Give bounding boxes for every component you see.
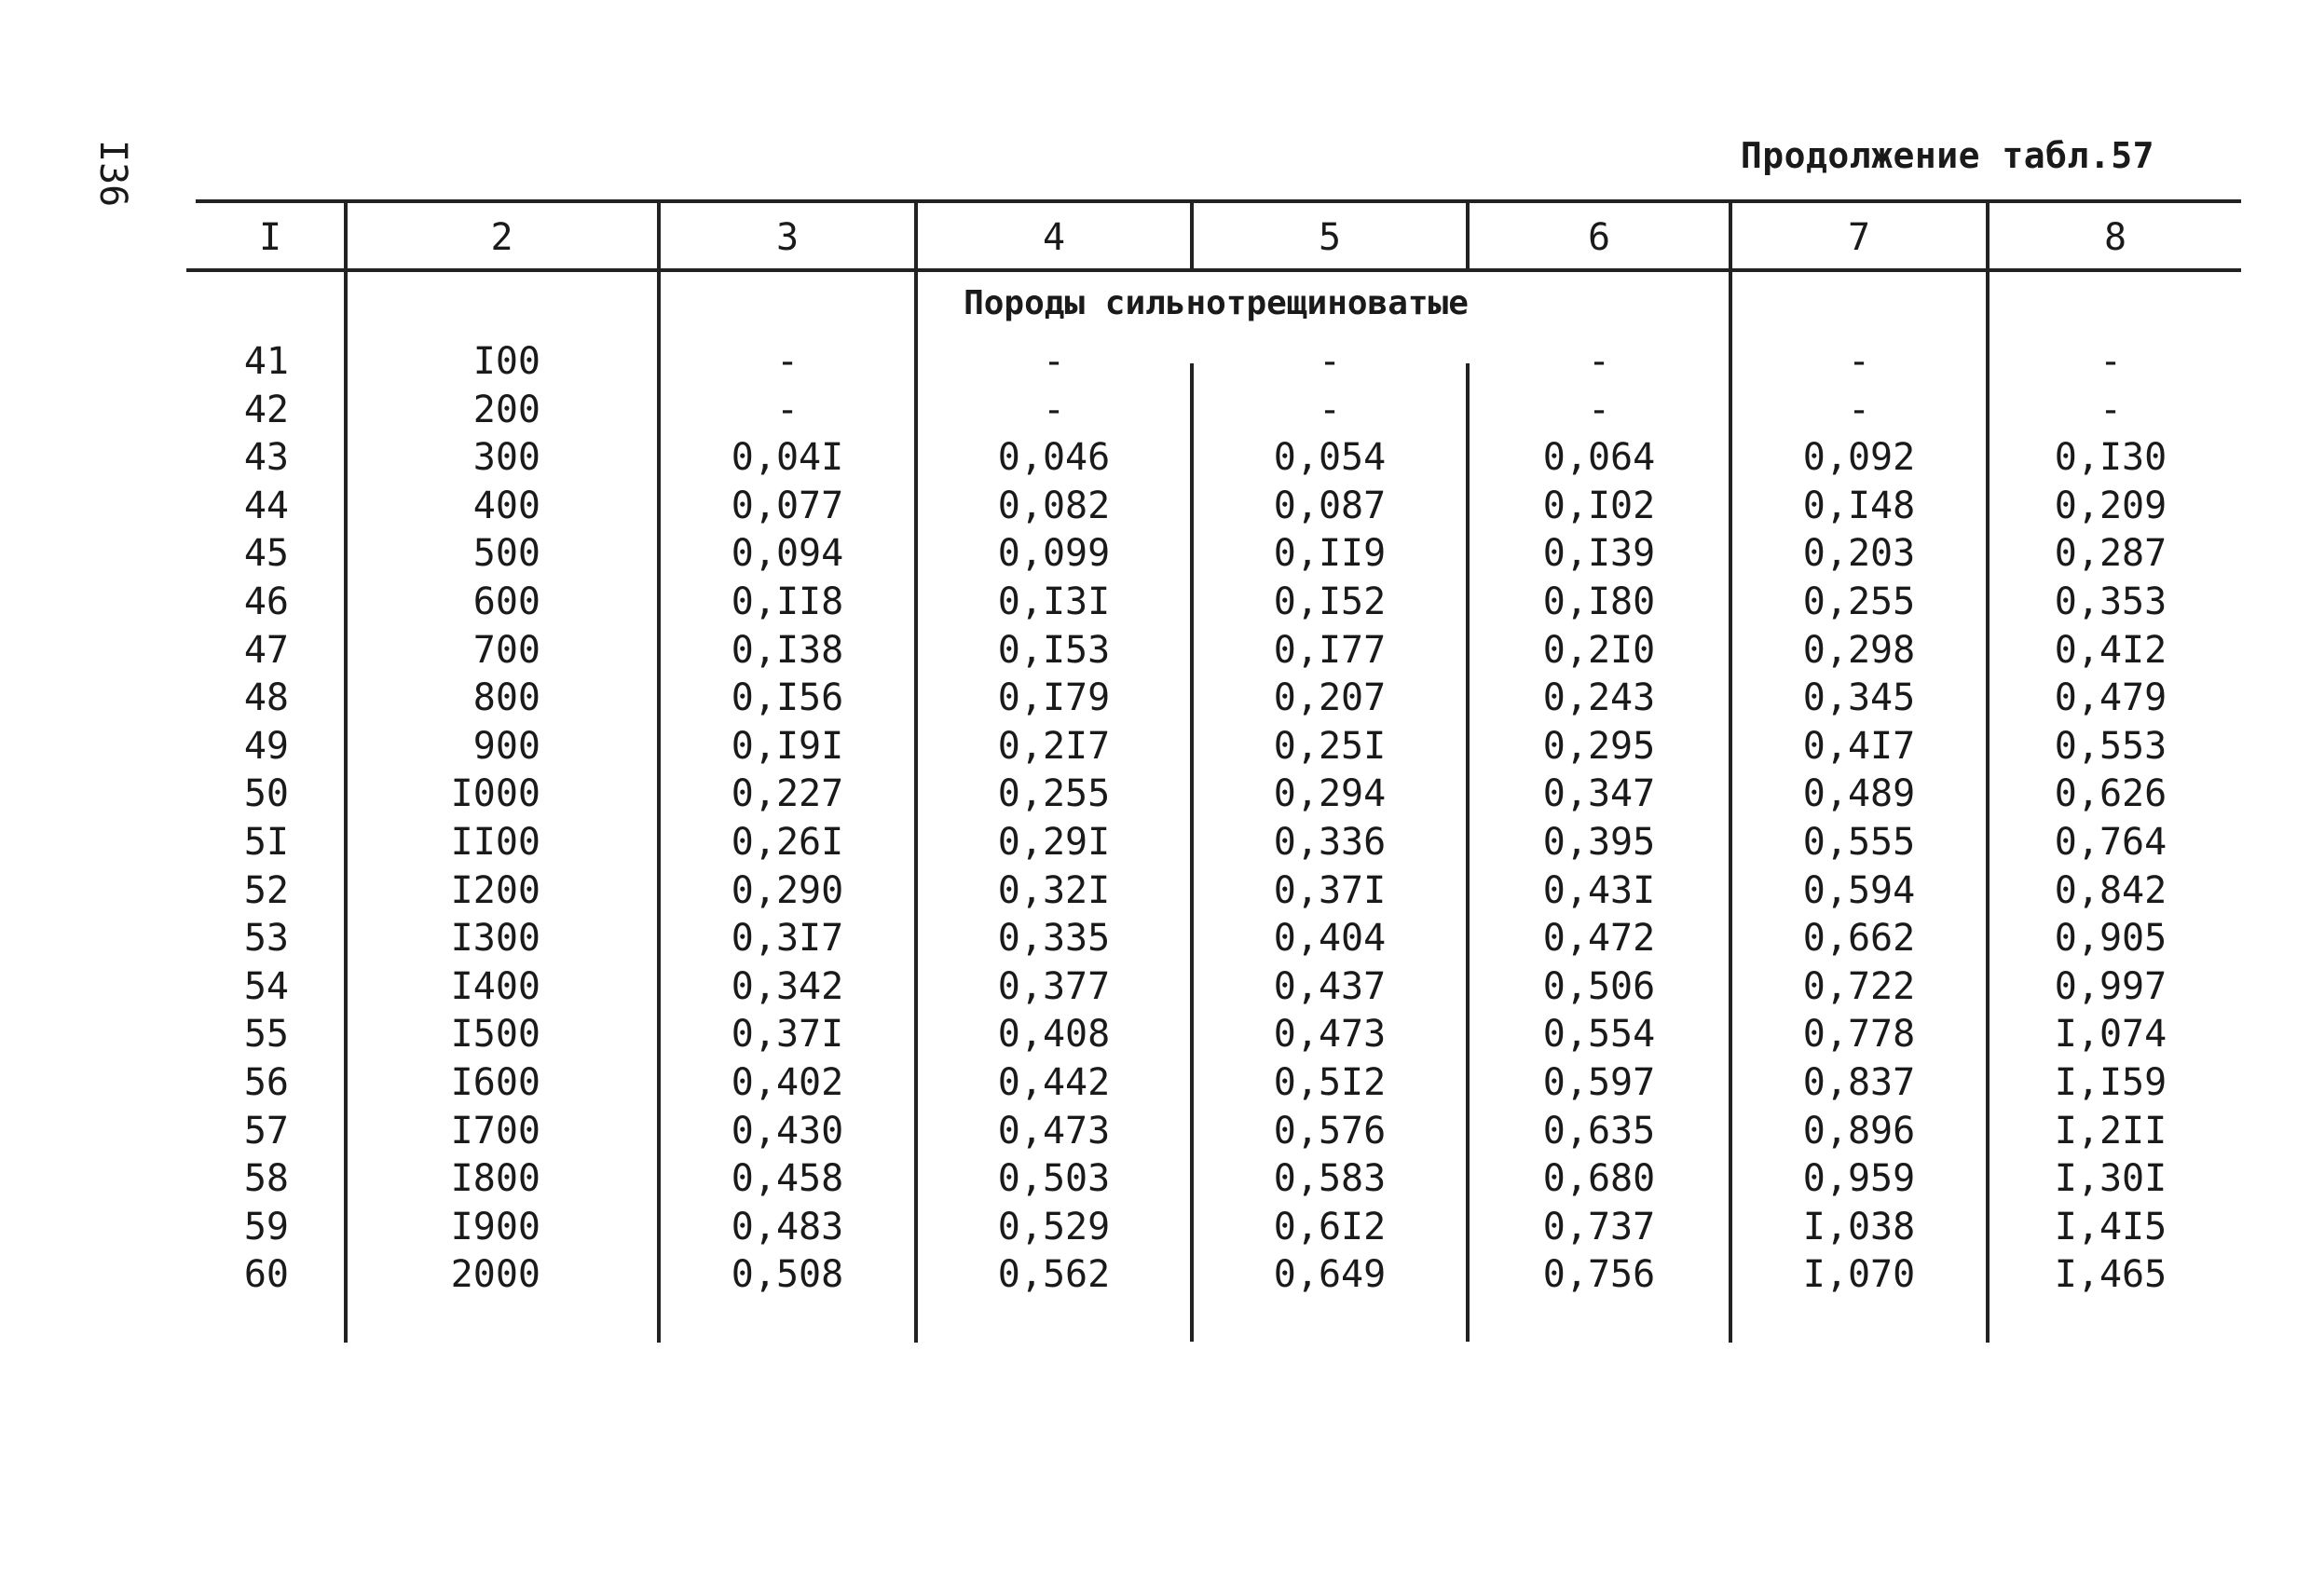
table-cell-col-5: 0,5I2 [1273,1061,1387,1104]
table-cell-col-7: 0,722 [1802,964,1916,1008]
table-cell-col-2: I700 [450,1109,540,1153]
table-cell-col-6: 0,2I0 [1542,628,1656,672]
table-row [0,1204,2311,1250]
table-cell-col-3: 0,I38 [731,628,844,672]
table-cell-col-4: 0,255 [997,772,1111,816]
table-cell-col-6: 0,I80 [1542,580,1656,623]
table-cell-col-6: 0,I39 [1542,532,1656,576]
table-cell-col-1: 58 [243,1157,289,1201]
table-cell-col-1: 48 [243,676,289,720]
table-cell-col-7: 0,778 [1802,1013,1916,1057]
table-cell-col-7: 0,555 [1802,821,1916,864]
column-header-1: I [258,216,282,259]
table-cell-col-2: I300 [450,917,540,961]
table-cell-col-4: 0,335 [997,917,1111,961]
column-header-4: 4 [1042,216,1066,259]
table-cell-col-5: 0,649 [1273,1253,1387,1297]
table-cell-col-3: - [775,388,800,431]
table-cell-col-8: I,4I5 [2054,1205,2167,1248]
table-cell-col-6: 0,I02 [1542,484,1656,527]
table-cell-col-6: 0,064 [1542,436,1656,480]
table-cell-col-5: - [1318,388,1342,431]
table-cell-col-8: I,465 [2054,1253,2167,1297]
section-title: Породы сильнотрещиноватые [964,284,1469,322]
table-top-rule [196,199,2241,203]
table-cell-col-3: 0,3I7 [731,917,844,961]
table-cell-col-7: 0,203 [1802,532,1916,576]
table-cell-col-4: 0,29I [997,821,1111,864]
table-cell-col-7: - [1847,340,1871,383]
table-cell-col-4: 0,099 [997,532,1111,576]
table-cell-col-3: 0,I9I [731,724,844,768]
table-cell-col-7: 0,298 [1802,628,1916,672]
table-cell-col-7: 0,896 [1802,1109,1916,1153]
table-cell-col-6: - [1587,388,1611,431]
table-cell-col-5: 0,II9 [1273,532,1387,576]
table-cell-col-2: 200 [472,388,540,431]
table-cell-col-3: 0,290 [731,868,844,912]
table-cell-col-1: 46 [243,580,289,623]
table-cell-col-7: 0,I48 [1802,484,1916,527]
table-cell-col-6: 0,295 [1542,724,1656,768]
table-cell-col-8: 0,209 [2054,484,2167,527]
table-cell-col-7: 0,345 [1802,676,1916,720]
table-row [0,1155,2311,1202]
table-cell-col-5: 0,I77 [1273,628,1387,672]
table-cell-col-8: - [2099,388,2123,431]
table-cell-col-6: 0,597 [1542,1061,1656,1104]
table-cell-col-3: - [775,340,800,383]
table-cell-col-4: 0,529 [997,1205,1111,1248]
table-row [0,530,2311,577]
table-cell-col-4: 0,377 [997,964,1111,1008]
table-cell-col-2: 700 [472,628,540,672]
table-cell-col-2: 300 [472,436,540,480]
column-header-7: 7 [1847,216,1871,259]
table-row [0,579,2311,625]
table-cell-col-6: 0,506 [1542,964,1656,1008]
table-caption: Продолжение табл.57 [1740,135,2154,176]
table-cell-col-5: 0,404 [1273,917,1387,961]
table-cell-col-3: 0,37I [731,1013,844,1057]
table-cell-col-2: I00 [472,340,540,383]
table-cell-col-7: - [1847,388,1871,431]
table-row [0,1251,2311,1298]
table-cell-col-7: 0,594 [1802,868,1916,912]
table-cell-col-1: 57 [243,1109,289,1153]
table-cell-col-2: I800 [450,1157,540,1201]
table-cell-col-4: 0,2I7 [997,724,1111,768]
table-cell-col-4: 0,I3I [997,580,1111,623]
table-cell-col-6: - [1587,340,1611,383]
table-cell-col-8: 0,905 [2054,917,2167,961]
table-cell-col-7: I,038 [1802,1205,1916,1248]
table-cell-col-8: 0,997 [2054,964,2167,1008]
table-cell-col-5: 0,294 [1273,772,1387,816]
table-cell-col-1: 60 [243,1253,289,1297]
table-cell-col-2: II00 [450,821,540,864]
table-cell-col-3: 0,I56 [731,676,844,720]
table-cell-col-2: 400 [472,484,540,527]
table-cell-col-1: 56 [243,1061,289,1104]
table-cell-col-4: 0,I53 [997,628,1111,672]
table-cell-col-7: 0,255 [1802,580,1916,623]
table-cell-col-3: 0,077 [731,484,844,527]
table-cell-col-7: 0,489 [1802,772,1916,816]
table-cell-col-2: I000 [450,772,540,816]
table-cell-col-5: 0,576 [1273,1109,1387,1153]
table-cell-col-5: 0,6I2 [1273,1205,1387,1248]
table-cell-col-2: I500 [450,1013,540,1057]
table-cell-col-1: 59 [243,1205,289,1248]
table-cell-col-5: 0,I52 [1273,580,1387,623]
table-cell-col-2: I200 [450,868,540,912]
table-cell-col-8: 0,626 [2054,772,2167,816]
table-cell-col-5: - [1318,340,1342,383]
table-cell-col-2: 800 [472,676,540,720]
table-cell-col-6: 0,347 [1542,772,1656,816]
table-cell-col-4: - [1042,388,1066,431]
table-cell-col-5: 0,473 [1273,1013,1387,1057]
table-row [0,387,2311,433]
table-cell-col-5: 0,437 [1273,964,1387,1008]
table-cell-col-3: 0,342 [731,964,844,1008]
table-row [0,723,2311,770]
table-cell-col-8: 0,479 [2054,676,2167,720]
table-cell-col-1: 43 [243,436,289,480]
page-number: I36 [91,140,134,208]
table-cell-col-8: 0,I30 [2054,436,2167,480]
table-cell-col-4: 0,503 [997,1157,1111,1201]
table-cell-col-8: 0,553 [2054,724,2167,768]
column-header-6: 6 [1587,216,1611,259]
table-cell-col-5: 0,336 [1273,821,1387,864]
table-cell-col-4: 0,32I [997,868,1111,912]
table-cell-col-8: - [2099,340,2123,383]
table-cell-col-3: 0,26I [731,821,844,864]
table-cell-col-7: I,070 [1802,1253,1916,1297]
table-cell-col-4: 0,082 [997,484,1111,527]
table-cell-col-3: 0,II8 [731,580,844,623]
table-cell-col-1: 53 [243,917,289,961]
table-cell-col-4: - [1042,340,1066,383]
table-cell-col-4: 0,473 [997,1109,1111,1153]
table-cell-col-8: 0,287 [2054,532,2167,576]
table-cell-col-3: 0,458 [731,1157,844,1201]
table-cell-col-8: 0,4I2 [2054,628,2167,672]
table-cell-col-1: 55 [243,1013,289,1057]
table-cell-col-1: 5I [243,821,289,864]
table-cell-col-1: 49 [243,724,289,768]
table-cell-col-1: 50 [243,772,289,816]
table-cell-col-6: 0,680 [1542,1157,1656,1201]
table-cell-col-3: 0,508 [731,1253,844,1297]
table-cell-col-4: 0,442 [997,1061,1111,1104]
table-row [0,963,2311,1010]
table-row [0,819,2311,866]
table-cell-col-4: 0,562 [997,1253,1111,1297]
table-cell-col-1: 42 [243,388,289,431]
table-cell-col-8: I,30I [2054,1157,2167,1201]
table-row [0,867,2311,914]
table-row [0,338,2311,385]
column-header-8: 8 [2103,216,2127,259]
column-header-5: 5 [1318,216,1342,259]
table-cell-col-6: 0,43I [1542,868,1656,912]
table-cell-col-3: 0,227 [731,772,844,816]
table-cell-col-8: 0,842 [2054,868,2167,912]
table-cell-col-2: 900 [472,724,540,768]
table-row [0,915,2311,962]
table-cell-col-8: I,2II [2054,1109,2167,1153]
table-cell-col-5: 0,054 [1273,436,1387,480]
table-cell-col-3: 0,483 [731,1205,844,1248]
table-cell-col-2: I400 [450,964,540,1008]
table-cell-col-5: 0,25I [1273,724,1387,768]
table-row [0,771,2311,817]
table-cell-col-5: 0,583 [1273,1157,1387,1201]
table-cell-col-2: I600 [450,1061,540,1104]
table-cell-col-6: 0,737 [1542,1205,1656,1248]
table-cell-col-8: I,074 [2054,1013,2167,1057]
table-cell-col-6: 0,554 [1542,1013,1656,1057]
table-cell-col-2: 600 [472,580,540,623]
table-cell-col-6: 0,243 [1542,676,1656,720]
table-row [0,1108,2311,1154]
table-cell-col-4: 0,408 [997,1013,1111,1057]
table-cell-col-3: 0,094 [731,532,844,576]
table-cell-col-3: 0,430 [731,1109,844,1153]
table-cell-col-8: 0,353 [2054,580,2167,623]
table-row [0,627,2311,674]
table-cell-col-6: 0,635 [1542,1109,1656,1153]
table-row [0,1059,2311,1106]
table-cell-col-7: 0,4I7 [1802,724,1916,768]
table-cell-col-1: 45 [243,532,289,576]
column-header-3: 3 [775,216,800,259]
table-cell-col-8: I,I59 [2054,1061,2167,1104]
table-cell-col-6: 0,756 [1542,1253,1656,1297]
table-row [0,675,2311,721]
table-row [0,1011,2311,1057]
table-cell-col-6: 0,395 [1542,821,1656,864]
table-cell-col-2: I900 [450,1205,540,1248]
table-cell-col-3: 0,402 [731,1061,844,1104]
table-cell-col-8: 0,764 [2054,821,2167,864]
table-cell-col-1: 54 [243,964,289,1008]
table-cell-col-1: 41 [243,340,289,383]
table-cell-col-2: 2000 [450,1253,540,1297]
table-cell-col-1: 44 [243,484,289,527]
table-cell-col-5: 0,207 [1273,676,1387,720]
table-cell-col-1: 52 [243,868,289,912]
table-cell-col-4: 0,046 [997,436,1111,480]
table-cell-col-2: 500 [472,532,540,576]
table-cell-col-6: 0,472 [1542,917,1656,961]
table-row [0,434,2311,481]
column-header-2: 2 [490,216,513,259]
table-cell-col-1: 47 [243,628,289,672]
table-cell-col-7: 0,837 [1802,1061,1916,1104]
table-cell-col-5: 0,37I [1273,868,1387,912]
table-cell-col-7: 0,959 [1802,1157,1916,1201]
table-row [0,483,2311,529]
table-cell-col-5: 0,087 [1273,484,1387,527]
table-cell-col-4: 0,I79 [997,676,1111,720]
table-cell-col-3: 0,04I [731,436,844,480]
table-cell-col-7: 0,662 [1802,917,1916,961]
table-cell-col-7: 0,092 [1802,436,1916,480]
